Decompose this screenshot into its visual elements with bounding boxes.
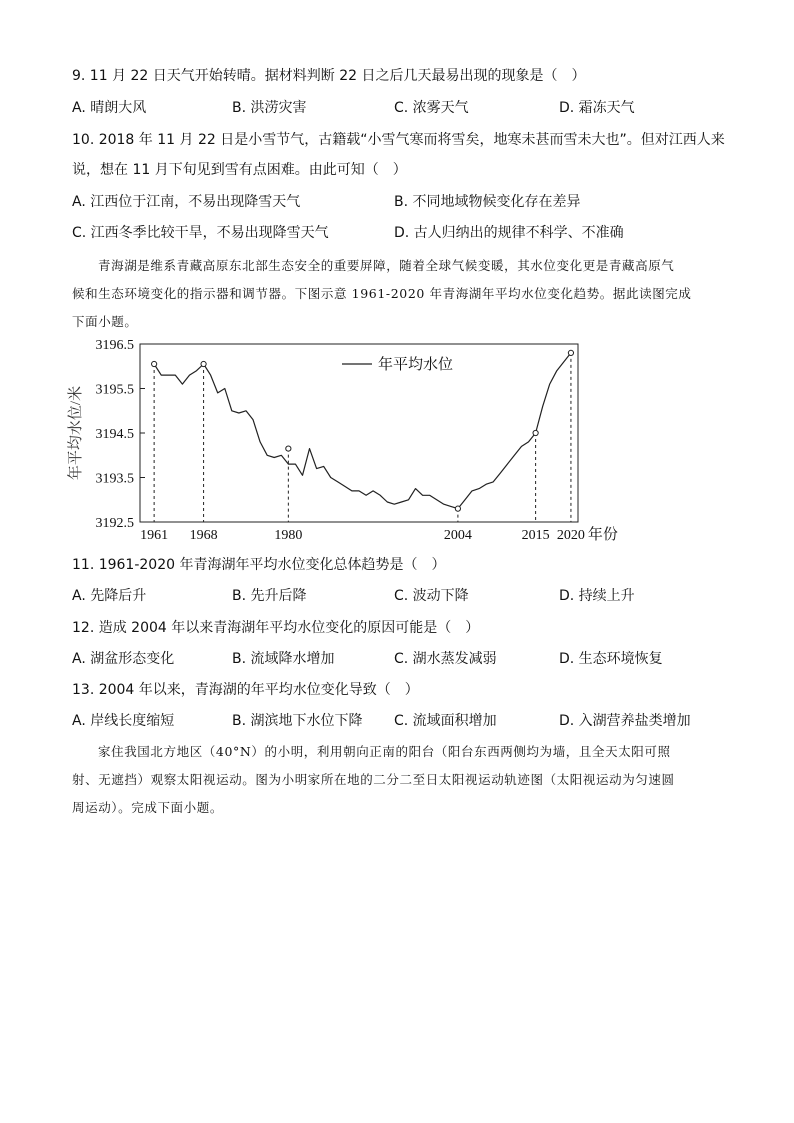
passage-qinghai (72, 252, 724, 336)
q12-option-a[interactable]: A. 湖盆形态变化 (72, 651, 175, 667)
y-tick-label: 3195.5 (95, 382, 134, 398)
passage-qinghai-line1: 青海湖是维系青藏高原东北部生态安全的重要屏障，随着全球气候变暖，其水位变化更是青藏高原气 (98, 258, 675, 273)
x-tick-label: 2015 (521, 528, 550, 543)
passage-sun-path-line2: 射、无遮挡）观察太阳视运动。图为小明家所在地的二分二至日太阳视运动轨迹图（太阳视运动为匀速圆 (72, 772, 675, 787)
q13-option-c[interactable]: C. 流域面积增加 (394, 713, 497, 729)
passage-qinghai-line2: 候和生态环境变化的指示器和调节器。下图示意 1961-2020 年青海湖年平均水位变化趋势。据此读图完成 (72, 286, 692, 301)
q11-option-b[interactable]: B. 先升后降 (232, 588, 307, 604)
series-line-water-level (154, 353, 571, 509)
q11-option-c[interactable]: C. 波动下降 (394, 588, 469, 604)
data-point-marker (286, 446, 291, 451)
x-tick-label: 2020 (556, 528, 585, 543)
passage-sun-path (72, 738, 724, 822)
data-point-marker (533, 430, 538, 435)
q12-option-c[interactable]: C. 湖水蒸发减弱 (394, 651, 497, 667)
q12-stem: 12. 造成 2004 年以来青海湖年平均水位变化的原因可能是（ ） (72, 620, 480, 636)
data-point-marker (201, 361, 206, 366)
data-point-marker (152, 361, 157, 366)
passage-sun-path-line3: 周运动）。完成下面小题。 (72, 800, 223, 815)
q10-stem-line1: 10. 2018 年 11 月 22 日是小雪节气，古籍载“小雪气寒而将雪矣，地寒未甚而雪未大也”。但对江西人来 (72, 132, 725, 148)
x-axis-unit: 年份 (587, 527, 618, 543)
q10-option-b[interactable]: B. 不同地域物候变化存在差异 (394, 194, 581, 210)
passage-sun-path-line1: 家住我国北方地区（40°N）的小明，利用朝向正南的阳台（阳台东西两侧均为墙，且全天太阳可照 (98, 744, 671, 759)
y-tick-label: 3193.5 (95, 471, 134, 487)
data-point-marker (568, 350, 573, 355)
q11-option-d[interactable]: D. 持续上升 (559, 588, 635, 604)
q9-stem: 9. 11 月 22 日天气开始转晴。据材料判断 22 日之后几天最易出现的现象是（ ） (72, 68, 586, 84)
q9-option-a[interactable]: A. 晴朗大风 (72, 100, 147, 116)
x-tick-label: 1961 (140, 528, 169, 543)
water-level-chart (60, 340, 630, 552)
legend-label: 年平均水位 (378, 357, 454, 373)
q13-option-d[interactable]: D. 入湖营养盐类增加 (559, 713, 691, 729)
q13-option-b[interactable]: B. 湖滨地下水位下降 (232, 713, 363, 729)
q10-stem-line2: 说，想在 11 月下旬见到雪有点困难。由此可知（ ） (72, 162, 407, 178)
q9-option-c[interactable]: C. 浓雾天气 (394, 100, 469, 116)
x-tick-label: 1980 (274, 528, 303, 543)
q12-option-b[interactable]: B. 流域降水增加 (232, 651, 335, 667)
q11-option-a[interactable]: A. 先降后升 (72, 588, 147, 604)
y-tick-label: 3192.5 (95, 516, 134, 531)
q11-stem: 11. 1961-2020 年青海湖年平均水位变化总体趋势是（ ） (72, 557, 446, 573)
y-tick-label: 3196.5 (95, 340, 134, 353)
q10-option-a[interactable]: A. 江西位于江南，不易出现降雪天气 (72, 194, 301, 210)
x-tick-label: 2004 (443, 528, 472, 543)
q12-option-d[interactable]: D. 生态环境恢复 (559, 651, 663, 667)
y-tick-label: 3194.5 (95, 427, 134, 442)
passage-qinghai-line3: 下面小题。 (72, 314, 138, 329)
q10-option-c[interactable]: C. 江西冬季比较干旱，不易出现降雪天气 (72, 225, 329, 241)
q9-option-d[interactable]: D. 霜冻天气 (559, 100, 635, 116)
x-tick-label: 1968 (189, 528, 218, 543)
q10-option-d[interactable]: D. 古人归纳出的规律不科学、不准确 (394, 225, 624, 241)
y-axis-label: 年平均水位/米 (68, 385, 84, 481)
q13-option-a[interactable]: A. 岸线长度缩短 (72, 713, 175, 729)
q9-option-b[interactable]: B. 洪涝灾害 (232, 100, 307, 116)
q13-stem: 13. 2004 年以来，青海湖的年平均水位变化导致（ ） (72, 682, 419, 698)
data-point-marker (455, 506, 460, 511)
plot-frame (140, 344, 578, 522)
